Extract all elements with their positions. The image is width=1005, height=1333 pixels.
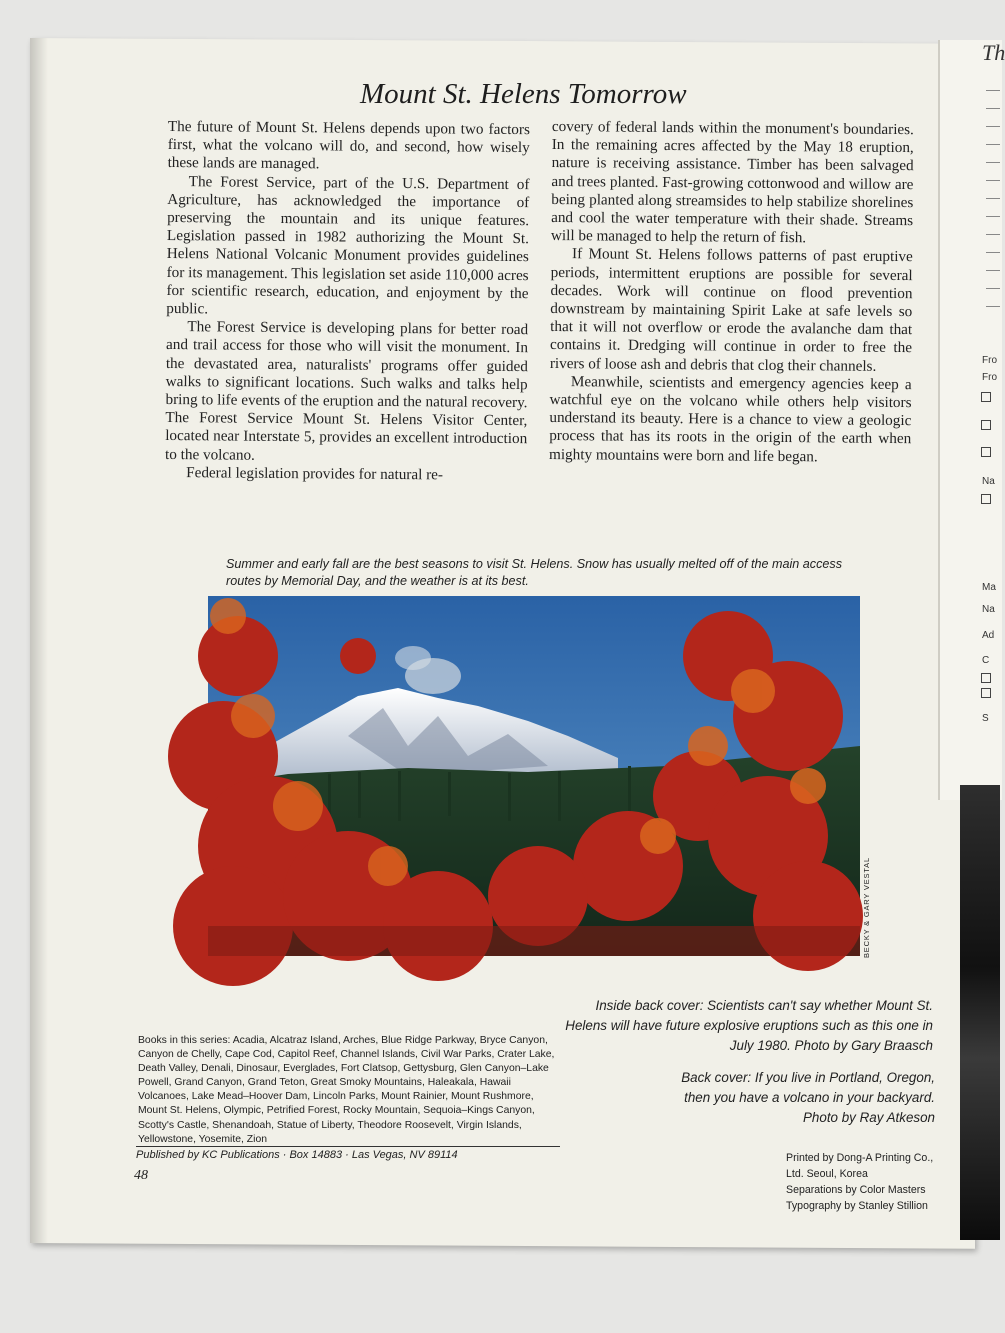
adjacent-checkbox — [981, 688, 991, 698]
adjacent-page — [938, 40, 1002, 800]
photo-caption: Summer and early fall are the best seasons to visit St. Helens. Snow has usually melted off of the main access routes by Memorial Day, and the weather is at its best. — [226, 557, 842, 588]
adjacent-label: Na — [982, 476, 995, 487]
adjacent-label: S — [982, 713, 989, 724]
adjacent-label: Fro — [982, 372, 997, 383]
binding-shadow — [30, 38, 48, 1243]
paragraph: covery of federal lands within the monument's boundaries. In the remaining acres affected by the May 18 eruption, nature is receiving assistance. Timber has been salvaged and trees planted. Fast-growing cottonwood and willow are being planted along streamsides to help stabilize shorelines and cool the water temperature with their shade. Streams will be managed to help the return of fish. — [550, 118, 914, 247]
left-column — [165, 118, 530, 485]
adjacent-page-title: Th — [982, 40, 1005, 65]
back-cover-caption: Back cover: If you live in Portland, Oregon, then you have a volcano in your backyard. Photo by Ray Atkeson — [681, 1070, 935, 1125]
adjacent-label: C — [982, 655, 990, 666]
printer-line: Ltd. Seoul, Korea — [786, 1168, 868, 1180]
landscape-image — [208, 596, 860, 956]
inside-back-cover-caption: Inside back cover: Scientists can't say whether Mount St. Helens will have future explosive eruptions such as this one in July 1980. Photo by Gary Braasch — [565, 998, 933, 1053]
paragraph: Federal legislation provides for natural re- — [186, 464, 444, 484]
mount-st-helens-photo — [208, 596, 860, 956]
photo-credit: BECKY & GARY VESTAL — [862, 857, 871, 958]
adjacent-label: Ad — [982, 630, 995, 641]
paragraph: Meanwhile, scientists and emergency agencies keep a watchful eye on the volcano while others help visitors understand its beauty. Here is a chance to view a geologic process that has its roots in the origin of the earth when mighty mountains were born and life began. — [548, 373, 912, 465]
divider — [136, 1146, 560, 1147]
paragraph: If Mount St. Helens follows patterns of past eruptive periods, intermittent eruptions are possible for several decades. Work will continue on flood prevention downstream by maintaining Spirit Lake at safe levels so that it will not overflow or erode the avalanche dam that contains it. Dredging will continue in order to free the rivers of loose ash and debris that clog their channels. — [549, 245, 913, 375]
paragraph: The Forest Service is developing plans for better road and trail access for those who will visit the monument. In the devastated area, naturalists' programs offer guided walks to significant locations. Such walks and talks help bring to life events of the eruption and the natural recovery. The Forest Service Mount St. Helens Visitor Center, located near Interstate 5, provides an excellent introduction to the volcano. — [164, 318, 529, 464]
adjacent-checkbox — [981, 447, 991, 457]
adjacent-checkbox — [981, 420, 991, 430]
adjacent-checkbox — [981, 392, 991, 402]
paragraph: The future of Mount St. Helens depends upon two factors first, what the volcano will do, and second, how wisely these lands are managed. — [167, 118, 530, 173]
adjacent-label: Na — [982, 604, 995, 615]
printer-line: Separations by Color Masters — [786, 1184, 926, 1196]
page-number: 48 — [134, 1168, 148, 1183]
adjacent-label: Fro — [982, 355, 997, 366]
adjacent-checkbox — [981, 494, 991, 504]
books-in-series: Books in this series: Acadia, Alcatraz Island, Arches, Blue Ridge Parkway, Bryce Canyon, Canyon de Chelly, Cape Cod, Capitol Reef, Channel Islands, Civil War Parks, Crater Lake, Death Valley, Denali, Dinosaur, Everglades, Fort Clatsop, Gettysburg, Glen Canyon–Lake Powell, Grand Canyon, Grand Teton, Great Smoky Mountains, Haleakala, Hawaii Volcanoes, Lake Mead–Hoover Dam, Lincoln Parks, Mount Rainier, Mount Rushmore, Mount St. Helens, Olympic, Petrified Forest, Rocky Mountain, Sequoia–Kings Canyon, Scotty's Castle, Shenandoah, Statue of Liberty, Theodore Roosevelt, Virgin Islands, Yellowstone, Yosemite, Zion — [138, 1035, 555, 1145]
page-title: Mount St. Helens Tomorrow — [360, 78, 687, 110]
adjacent-label: Ma — [982, 582, 996, 593]
publisher-line: Published by KC Publications · Box 14883 · Las Vegas, NV 89114 — [136, 1149, 458, 1161]
printer-line: Printed by Dong-A Printing Co., — [786, 1152, 934, 1164]
printer-credits — [786, 1150, 946, 1214]
adjacent-page-photo — [960, 785, 1000, 1240]
right-column — [549, 118, 914, 467]
adjacent-checkbox — [981, 673, 991, 683]
paragraph: The Forest Service, part of the U.S. Department of Agriculture, has acknowledged the importance of preserving the mountain and its unique features. Legislation passed in 1982 authorizing the Mount St. Helens National Volcanic Monument provides guidelines for its management. This legislation set aside 110,000 acres for scientific research, education, and enjoyment by the public. — [166, 172, 530, 318]
printer-line: Typography by Stanley Stillion — [786, 1200, 928, 1212]
